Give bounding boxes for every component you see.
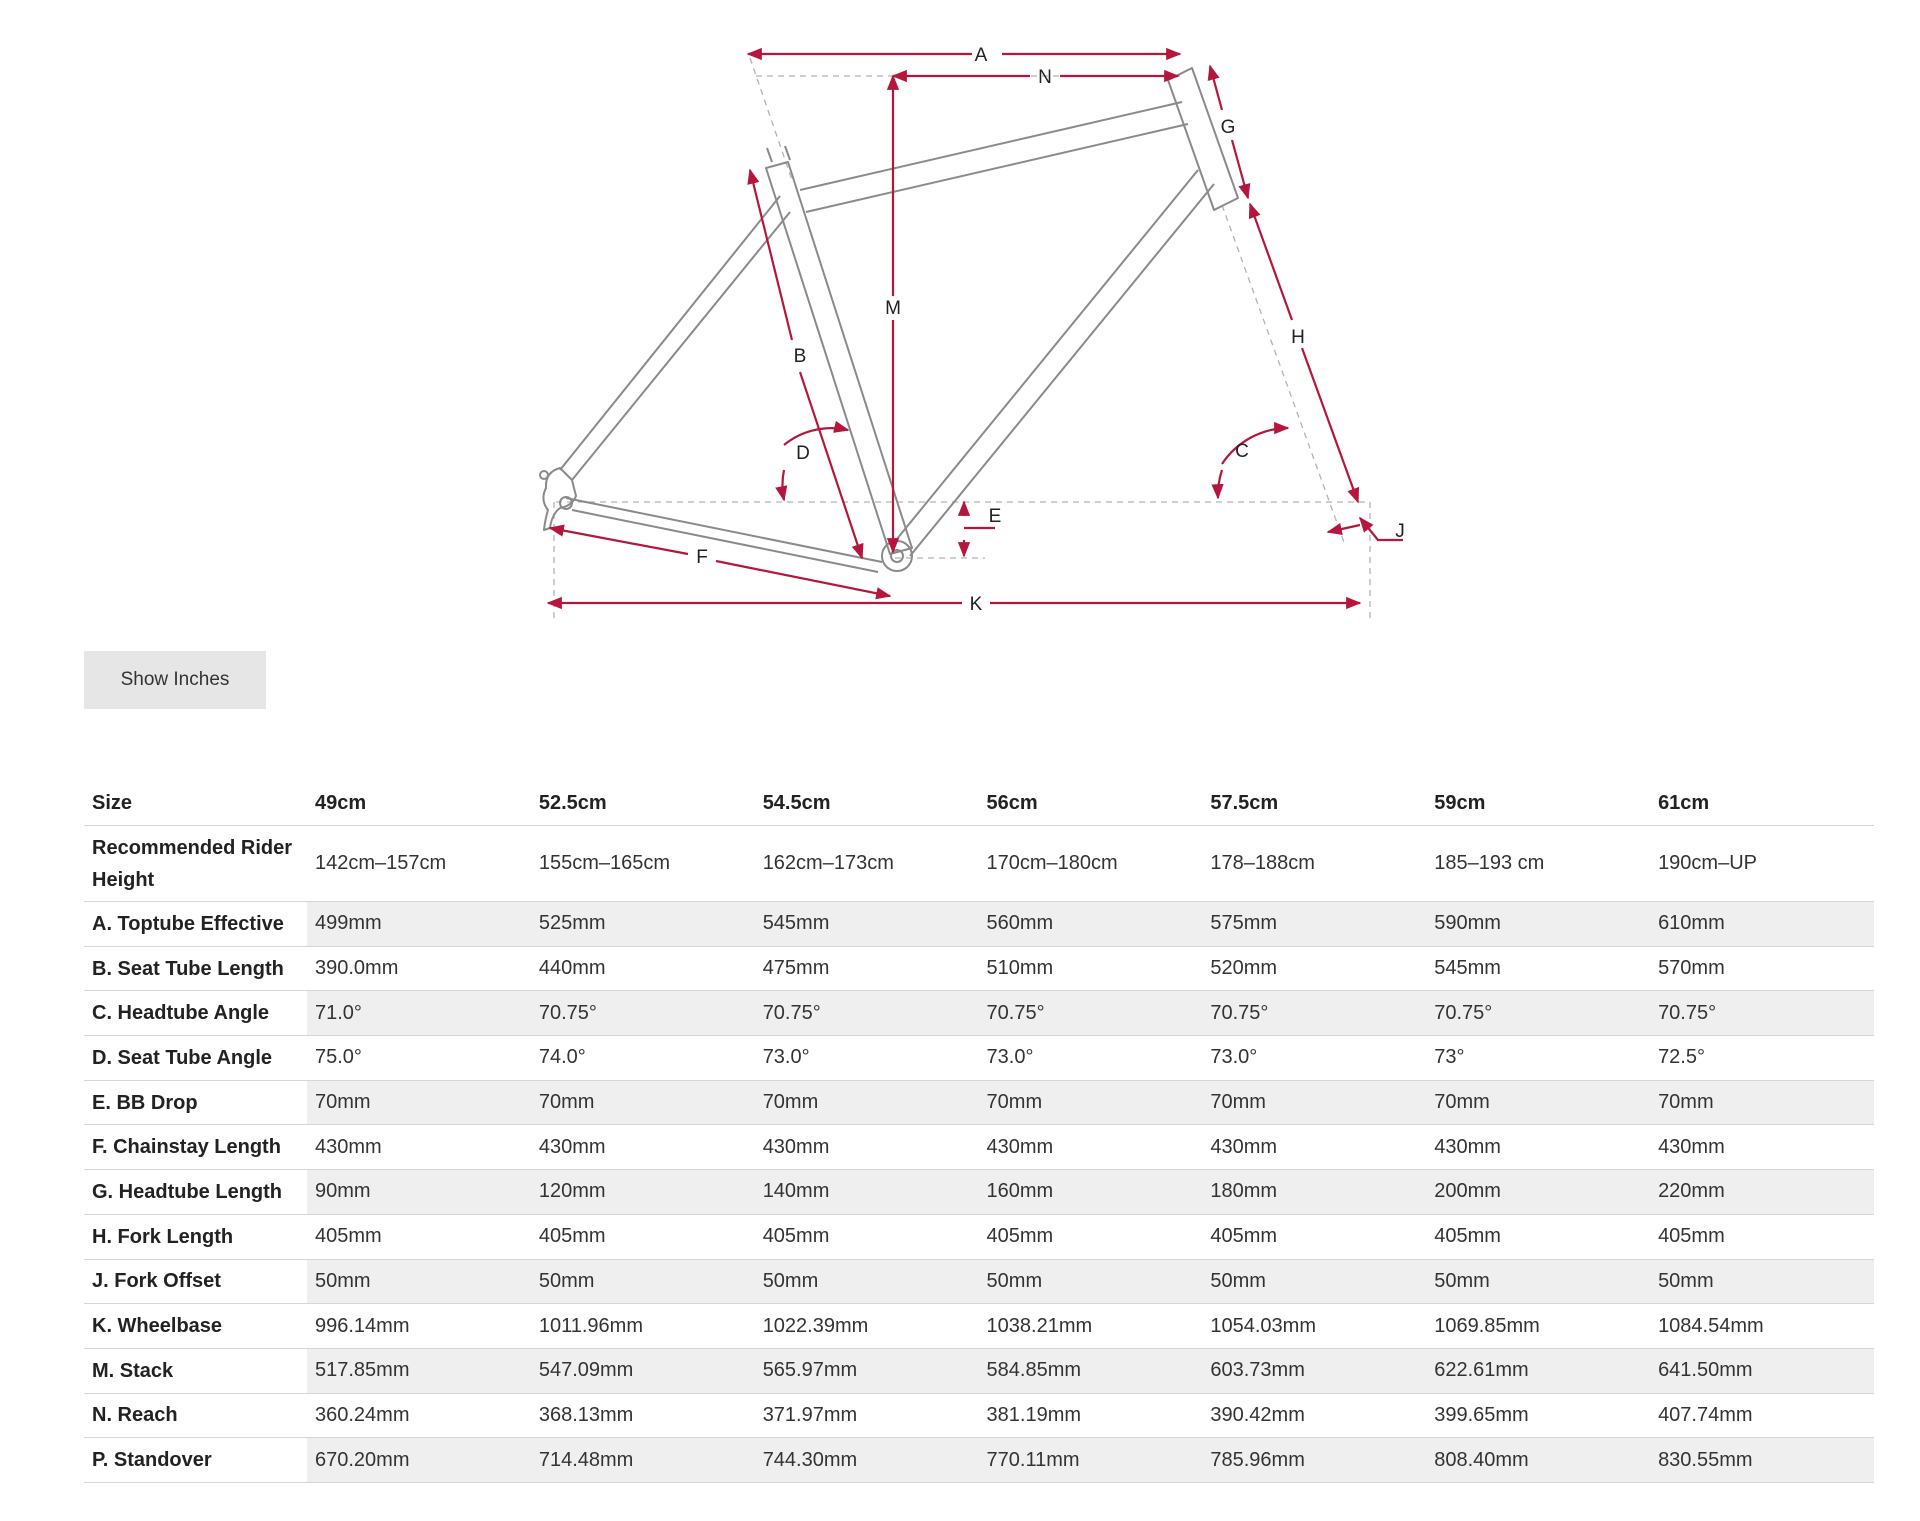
table-cell: 1011.96mm [531,1304,755,1349]
table-cell: 996.14mm [307,1304,531,1349]
table-cell: 590mm [1426,902,1650,947]
table-cell: 390.42mm [1202,1393,1426,1438]
dim-label-a: A [974,45,988,66]
dim-label-m: M [885,298,901,319]
table-cell: 670.20mm [307,1438,531,1483]
table-cell: 622.61mm [1426,1348,1650,1393]
table-cell: 50mm [755,1259,979,1304]
table-cell: 545mm [755,902,979,947]
row-label: D. Seat Tube Angle [84,1036,307,1081]
table-cell: 190cm–UP [1650,826,1874,902]
table-cell: 430mm [307,1125,531,1170]
table-cell: 560mm [979,902,1203,947]
table-cell: 50mm [307,1259,531,1304]
table-cell: 1022.39mm [755,1304,979,1349]
table-cell: 200mm [1426,1170,1650,1215]
table-cell: 499mm [307,902,531,947]
table-cell: 430mm [755,1125,979,1170]
table-cell: 1054.03mm [1202,1304,1426,1349]
dim-label-e: E [988,506,1002,527]
table-cell: 430mm [1650,1125,1874,1170]
table-cell: 50mm [1650,1259,1874,1304]
table-cell: 70.75° [979,991,1203,1036]
bike-frame [540,68,1238,572]
table-row [84,1259,1874,1304]
row-label: Recommended Rider Height [84,826,307,902]
table-cell: 584.85mm [979,1348,1203,1393]
dim-label-c: C [1235,441,1249,462]
table-cell: 368.13mm [531,1393,755,1438]
table-cell: 603.73mm [1202,1348,1426,1393]
table-cell: 70.75° [1650,991,1874,1036]
reference-lines [554,58,1370,620]
table-cell: 545mm [1426,946,1650,991]
header-size-54-5: 54.5cm [755,782,979,826]
table-cell: 142cm–157cm [307,826,531,902]
table-row [84,1393,1874,1438]
table-cell: 785.96mm [1202,1438,1426,1483]
table-cell: 170cm–180cm [979,826,1203,902]
table-cell: 73.0° [1202,1036,1426,1081]
header-size-56: 56cm [979,782,1203,826]
row-label: M. Stack [84,1348,307,1393]
table-cell: 155cm–165cm [531,826,755,902]
table-cell: 70mm [1426,1080,1650,1125]
table-cell: 162cm–173cm [755,826,979,902]
show-inches-button[interactable]: Show Inches [84,651,266,709]
dim-label-b: B [793,346,807,367]
table-cell: 70mm [755,1080,979,1125]
table-cell: 390.0mm [307,946,531,991]
table-row [84,1348,1874,1393]
table-cell: 381.19mm [979,1393,1203,1438]
table-header-row [84,782,1874,826]
table-cell: 360.24mm [307,1393,531,1438]
table-cell: 50mm [979,1259,1203,1304]
table-cell: 70mm [1650,1080,1874,1125]
dim-label-f: F [696,547,708,568]
table-row [84,946,1874,991]
row-label: N. Reach [84,1393,307,1438]
row-label: B. Seat Tube Length [84,946,307,991]
table-cell: 641.50mm [1650,1348,1874,1393]
table-cell: 70.75° [531,991,755,1036]
table-cell: 744.30mm [755,1438,979,1483]
dim-label-h: H [1291,327,1305,348]
table-cell: 570mm [1650,946,1874,991]
header-size-52-5: 52.5cm [531,782,755,826]
table-cell: 70mm [1202,1080,1426,1125]
header-size-59: 59cm [1426,782,1650,826]
table-cell: 180mm [1202,1170,1426,1215]
table-cell: 1038.21mm [979,1304,1203,1349]
table-cell: 70mm [979,1080,1203,1125]
table-cell: 50mm [1426,1259,1650,1304]
table-cell: 70mm [307,1080,531,1125]
table-cell: 440mm [531,946,755,991]
table-cell: 160mm [979,1170,1203,1215]
dim-label-d: D [796,443,810,464]
table-cell: 72.5° [1650,1036,1874,1081]
table-cell: 770.11mm [979,1438,1203,1483]
dim-label-g: G [1220,117,1236,138]
dimension-labels [696,45,1405,615]
table-cell: 547.09mm [531,1348,755,1393]
row-label: F. Chainstay Length [84,1125,307,1170]
row-label: H. Fork Length [84,1214,307,1259]
header-size-49: 49cm [307,782,531,826]
table-row [84,1438,1874,1483]
table-cell: 405mm [979,1214,1203,1259]
table-cell: 178–188cm [1202,826,1426,902]
geometry-table [84,782,1874,1483]
table-cell: 50mm [1202,1259,1426,1304]
table-cell: 70.75° [1202,991,1426,1036]
table-cell: 405mm [1202,1214,1426,1259]
table-row [84,902,1874,947]
header-size-57-5: 57.5cm [1202,782,1426,826]
table-cell: 405mm [307,1214,531,1259]
row-label: P. Standover [84,1438,307,1483]
table-cell: 430mm [1202,1125,1426,1170]
table-row [84,1304,1874,1349]
table-cell: 517.85mm [307,1348,531,1393]
table-cell: 405mm [755,1214,979,1259]
table-cell: 70.75° [755,991,979,1036]
table-cell: 405mm [1650,1214,1874,1259]
header-size: Size [84,782,307,826]
table-cell: 73.0° [755,1036,979,1081]
table-row [84,1036,1874,1081]
row-label: K. Wheelbase [84,1304,307,1349]
table-cell: 399.65mm [1426,1393,1650,1438]
table-cell: 50mm [531,1259,755,1304]
table-cell: 520mm [1202,946,1426,991]
table-cell: 73° [1426,1036,1650,1081]
table-cell: 371.97mm [755,1393,979,1438]
frame-geometry-diagram [0,0,1920,640]
table-cell: 525mm [531,902,755,947]
table-cell: 90mm [307,1170,531,1215]
table-row [84,826,1874,902]
table-cell: 75.0° [307,1036,531,1081]
row-label: E. BB Drop [84,1080,307,1125]
table-cell: 74.0° [531,1036,755,1081]
dim-label-n: N [1038,67,1052,88]
table-cell: 120mm [531,1170,755,1215]
table-cell: 475mm [755,946,979,991]
row-label: C. Headtube Angle [84,991,307,1036]
table-cell: 70.75° [1426,991,1650,1036]
table-cell: 1069.85mm [1426,1304,1650,1349]
dim-label-k: K [969,594,983,615]
row-label: J. Fork Offset [84,1259,307,1304]
table-row [84,1214,1874,1259]
table-cell: 510mm [979,946,1203,991]
header-size-61: 61cm [1650,782,1874,826]
table-cell: 407.74mm [1650,1393,1874,1438]
table-row [84,1125,1874,1170]
table-cell: 405mm [531,1214,755,1259]
table-cell: 430mm [1426,1125,1650,1170]
table-cell: 1084.54mm [1650,1304,1874,1349]
table-cell: 73.0° [979,1036,1203,1081]
dim-label-j: J [1395,521,1405,542]
table-row [84,1080,1874,1125]
table-cell: 140mm [755,1170,979,1215]
table-cell: 220mm [1650,1170,1874,1215]
table-row [84,1170,1874,1215]
table-cell: 430mm [531,1125,755,1170]
table-cell: 610mm [1650,902,1874,947]
table-cell: 430mm [979,1125,1203,1170]
table-cell: 575mm [1202,902,1426,947]
table-cell: 830.55mm [1650,1438,1874,1483]
row-label: G. Headtube Length [84,1170,307,1215]
table-cell: 808.40mm [1426,1438,1650,1483]
table-cell: 714.48mm [531,1438,755,1483]
row-label: A. Toptube Effective [84,902,307,947]
table-cell: 565.97mm [755,1348,979,1393]
table-cell: 405mm [1426,1214,1650,1259]
table-cell: 185–193 cm [1426,826,1650,902]
table-cell: 70mm [531,1080,755,1125]
table-cell: 71.0° [307,991,531,1036]
table-row [84,991,1874,1036]
